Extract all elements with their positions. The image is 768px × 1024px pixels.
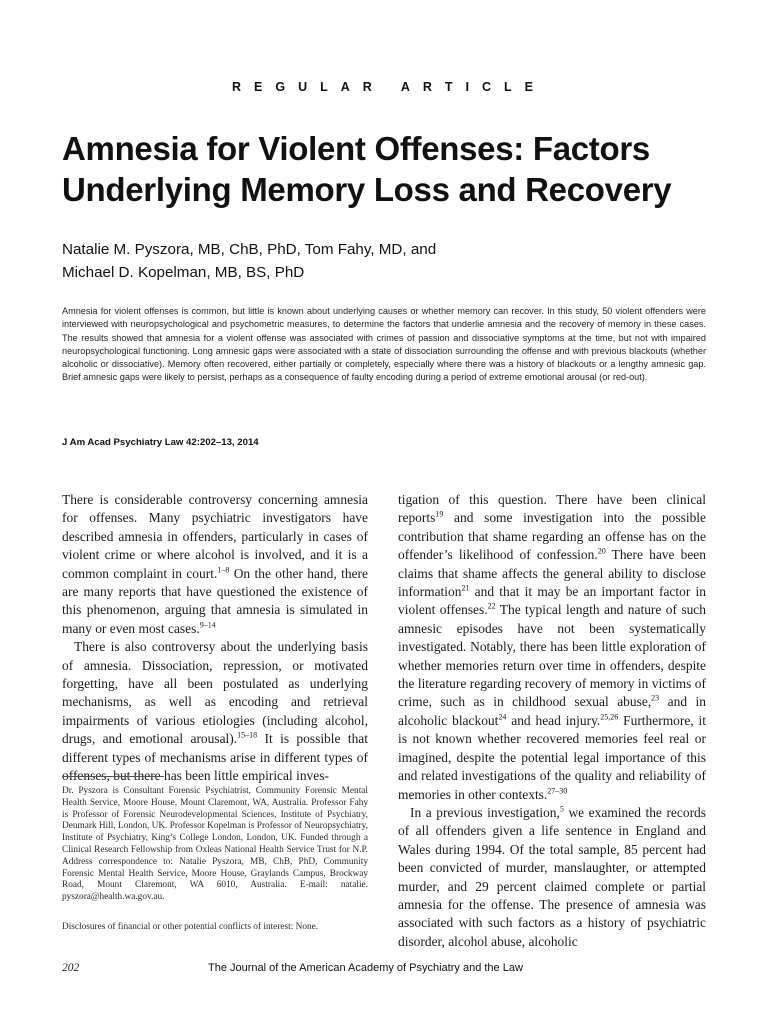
reference-marker: 23 xyxy=(651,693,660,703)
author-line: Natalie M. Pyszora, MB, ChB, PhD, Tom Fahy, MD, and xyxy=(62,241,437,258)
body-paragraph: In a previous investigation,$^5$ we examined the records of all offenders given a life sentence in England and Wales during 1994. Of the total sample, 85 percent had been convicted of murder, manslaughter, or attempted murder, and 29 percent claimed complete or partial amnesia for the offense. The presence of amnesia was associated with such factors as a history of psychiatric disorder, alcohol abuse, alcoholic xyxy=(398,804,706,949)
author-list xyxy=(62,238,702,284)
abstract: Amnesia for violent offenses is common, but little is known about underlying causes or whether memory can recover. In this study, 50 violent offenders were interviewed with neuropsychological and psychometric measures, to determine the factors that underlie amnesia and the recovery of memory in these cases. The results showed that amnesia for a violent offense was associated with crimes of passion and dissociative symptoms at the time, but not with impaired neuropsychological functioning. Long amnesic gaps were associated with a state of dissociation surrounding the offense and with previous blackouts (whether alcoholic or dissociative). Memory often recovered, either partially or completely, especially where there was a history of blackouts or a lengthy amnesic gap. Brief amnesic gaps were likely to persist, perhaps as a consequence of faulty encoding during a period of extreme emotional arousal (or red-out). xyxy=(62,306,706,383)
reference-marker: 1–8 xyxy=(217,565,230,575)
reference-marker: 24 xyxy=(498,712,507,722)
reference-marker: 22 xyxy=(487,601,496,611)
reference-marker: 19 xyxy=(435,509,444,519)
citation: J Am Acad Psychiatry Law 42:202–13, 2014 xyxy=(62,437,259,448)
reference-marker: 20 xyxy=(597,546,606,556)
reference-marker: 5 xyxy=(559,804,564,814)
body-paragraph: tigation of this question. There have been clinical reports$^{19}$ and some investigation into the possible contribution that shame regarding an offense has on the offender’s likelihood of confession.$^{20}$ There have been claims that shame affects the general ability to disclose information$^{21}$ and that it may be an important factor in violent offenses.$^{22}$ The typical length and nature of such amnesic episodes have not been systematically investigated. Notably, there has been little exploration of whether memories return over time in offenders, despite the literature regarding recovery of memory in victims of crime, such as in childhood sexual abuse,$^{23}$ and in alcoholic blackout$^{24}$ and head injury.$^{25,26}$ Furthermore, it is not known whether recovered memories feel real or imagined, despite the potential legal importance of this and related investigations of the quality and reliability of memories in other contexts.$^{27-30}$ xyxy=(398,492,706,802)
journal-name: The Journal of the American Academy of Psychiatry and the Law xyxy=(208,962,523,974)
body-paragraph: There is considerable controversy concerning amnesia for offenses. Many psychiatric investigators have described amnesia in offenders, particularly in cases of violent crime or where alcohol is involved, and it is a common complaint in court.$^{1-8}$ On the other hand, there are many reports that have questioned the existence of this phenomenon, arguing that amnesia is simulated in many or even most cases.$^{9-14}$ xyxy=(62,492,368,636)
article-title: Amnesia for Violent Offenses: Factors Underlying Memory Loss and Recovery xyxy=(62,130,672,208)
section-label: REGULAR ARTICLE xyxy=(232,80,546,94)
author-affiliation-footnote: Dr. Pyszora is Consultant Forensic Psychiatrist, Community Forensic Mental Health Service, Moore House, Mount Claremont, WA, Australia. Professor Fahy is Professor of Forensic Neurodevelopmental Sciences, Institute of Psychiatry, Denmark Hill, London, UK. Professor Kopelman is Professor of Neuropsychiatry, Institute of Psychiatry, King’s College London, London, UK. Funded through a Clinical Research Fellowship from Oxleas National Health Service Trust for N.P. Address correspondence to: Natalie Pyszora, MB, ChB, PhD, Community Forensic Mental Health Service, Moore House, Graylands Campus, Brockway Road, Mount Claremont, WA 6010, Australia. E-mail: natalie. pyszora@health.wa.gov.au. xyxy=(62,786,368,903)
disclosure-footnote: Disclosures of financial or other potential conflicts of interest: None. xyxy=(62,922,319,932)
reference-marker: 21 xyxy=(461,583,470,593)
footnote-divider xyxy=(62,776,164,777)
page-number: 202 xyxy=(62,962,80,974)
body-paragraph: There is also controversy about the underlying basis of amnesia. Dissociation, repression, or motivated forgetting, have all been postulated as underlying mechanisms, as well as encoding and retrieval impairments of various etiologies (including alcohol, drugs, and emotional arousal).$^{15-18}$ It is possible that different types of mechanisms arise in different types of offenses, but there has been little empirical inves- xyxy=(62,639,368,784)
reference-marker: 15–18 xyxy=(237,730,258,740)
reference-marker: 27–30 xyxy=(547,786,568,796)
body-column-right xyxy=(398,491,706,951)
reference-marker: 25,26 xyxy=(600,712,619,722)
author-line: Michael D. Kopelman, MB, BS, PhD xyxy=(62,264,305,281)
reference-marker: 9–14 xyxy=(199,620,216,630)
body-column-left xyxy=(62,491,368,786)
